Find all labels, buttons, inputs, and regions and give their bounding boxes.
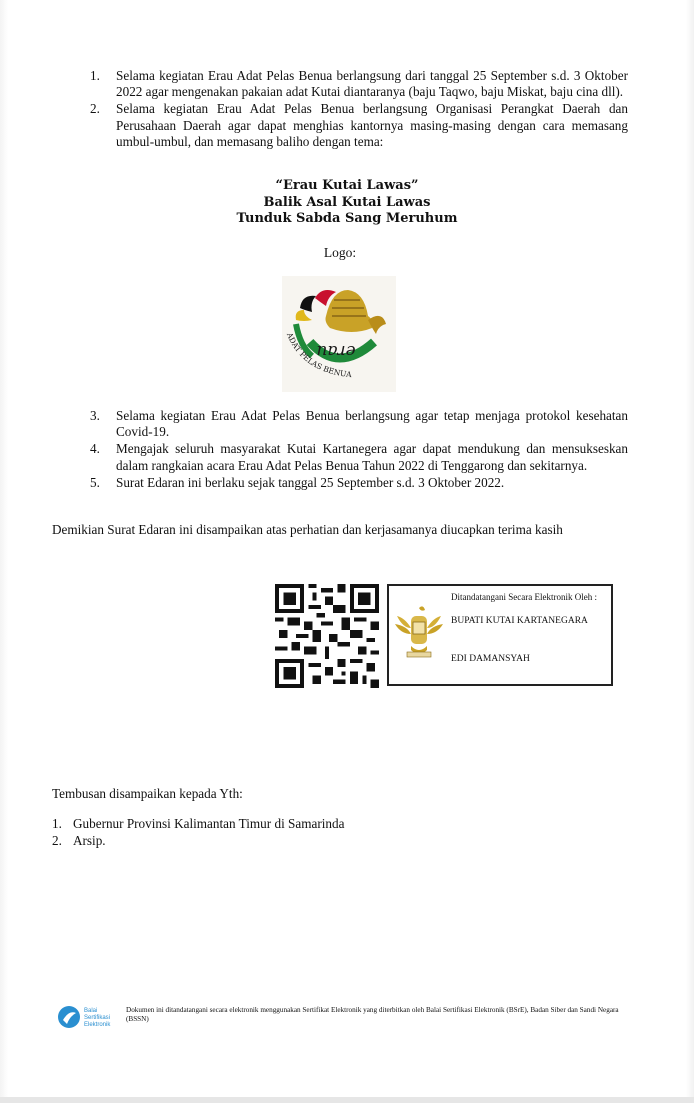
page-bottom-edge xyxy=(0,1097,694,1103)
list-text: Selama kegiatan Erau Adat Pelas Benua berlangsung agar tetap menjaga protokol kesehatan Covid-19. xyxy=(116,408,628,440)
numbered-list-top xyxy=(90,68,628,151)
logo-ring-text: ADAT PELAS BENUA xyxy=(284,331,353,380)
list-text: Arsip. xyxy=(73,832,106,848)
qr-code xyxy=(275,584,379,688)
list-text: Selama kegiatan Erau Adat Pelas Benua berlangsung dari tanggal 25 September s.d. 3 Oktober 2022 agar mengenakan pakaian adat Kutai diantaranya (baju Taqwo, baju Miskat, baju cina dll). xyxy=(116,68,628,100)
list-item xyxy=(90,68,628,100)
list-item xyxy=(90,475,628,491)
footer-disclaimer: Dokumen ini ditandatangani secara elektronik menggunakan Sertifikat Elektronik yang diterbitkan oleh Balai Sertifikasi Elektronik (BSrE), Badan Siber dan Sandi Negara (BSSN) xyxy=(126,1006,619,1023)
list-item xyxy=(90,101,628,150)
list-item xyxy=(52,816,344,833)
logo-word: erau xyxy=(316,341,356,361)
theme-line-1: “Erau Kutai Lawas” xyxy=(275,178,419,193)
electronic-signature-box xyxy=(387,584,613,686)
garuda-emblem-icon xyxy=(393,602,445,660)
theme-line-2: Balik Asal Kutai Lawas xyxy=(263,194,431,210)
list-number: 2. xyxy=(52,832,62,848)
cc-list xyxy=(52,816,344,849)
closing-sentence: Demikian Surat Edaran ini disampaikan atas perhatian dan kerjasamanya diucapkan terima kasih xyxy=(52,522,563,537)
list-number: 1. xyxy=(52,816,62,831)
theme-block xyxy=(0,178,694,228)
list-item xyxy=(90,408,628,440)
signer-position: BUPATI KUTAI KARTANEGARA xyxy=(451,616,588,626)
list-number: 5. xyxy=(90,474,100,490)
bsre-logo-line-2: Sertifikasi xyxy=(84,1015,111,1021)
list-item xyxy=(52,833,344,850)
list-text: Gubernur Provinsi Kalimantan Timur di Samarinda xyxy=(73,816,345,831)
erau-logo xyxy=(282,276,396,392)
list-number: 4. xyxy=(90,441,100,457)
theme-line-3: Tunduk Sabda Sang Meruhum xyxy=(236,211,458,226)
signer-name: EDI DAMANSYAH xyxy=(451,654,530,664)
signed-by-label: Ditandatangani Secara Elektronik Oleh : xyxy=(451,592,597,602)
list-number: 1. xyxy=(90,68,100,83)
list-text: Selama kegiatan Erau Adat Pelas Benua berlangsung Organisasi Perangkat Daerah dan Perusahaan Daerah agar dapat menghias kantornya masing-masing dengan cara memasang umbul-umbul, dan memasang baliho dengan tema: xyxy=(116,101,628,149)
list-item xyxy=(90,441,628,473)
cc-heading: Tembusan disampaikan kepada Yth: xyxy=(52,786,243,801)
logo-label: Logo: xyxy=(323,245,357,260)
list-number: 3. xyxy=(90,408,100,423)
bsre-logo xyxy=(57,1004,123,1030)
list-text: Mengajak seluruh masyarakat Kutai Kartanegera agar dapat mendukung dan mensukseskan dalam rangkaian acara Erau Adat Pelas Benua Tahun 2022 di Tenggarong dan sekitarnya. xyxy=(116,441,628,473)
list-text: Surat Edaran ini berlaku sejak tanggal 25 September s.d. 3 Oktober 2022. xyxy=(116,474,505,490)
bsre-logo-line-3: Elektronik xyxy=(84,1022,111,1028)
list-number: 2. xyxy=(90,101,100,117)
numbered-list-bottom xyxy=(90,408,628,492)
bsre-logo-line-1: Balai xyxy=(84,1008,98,1014)
